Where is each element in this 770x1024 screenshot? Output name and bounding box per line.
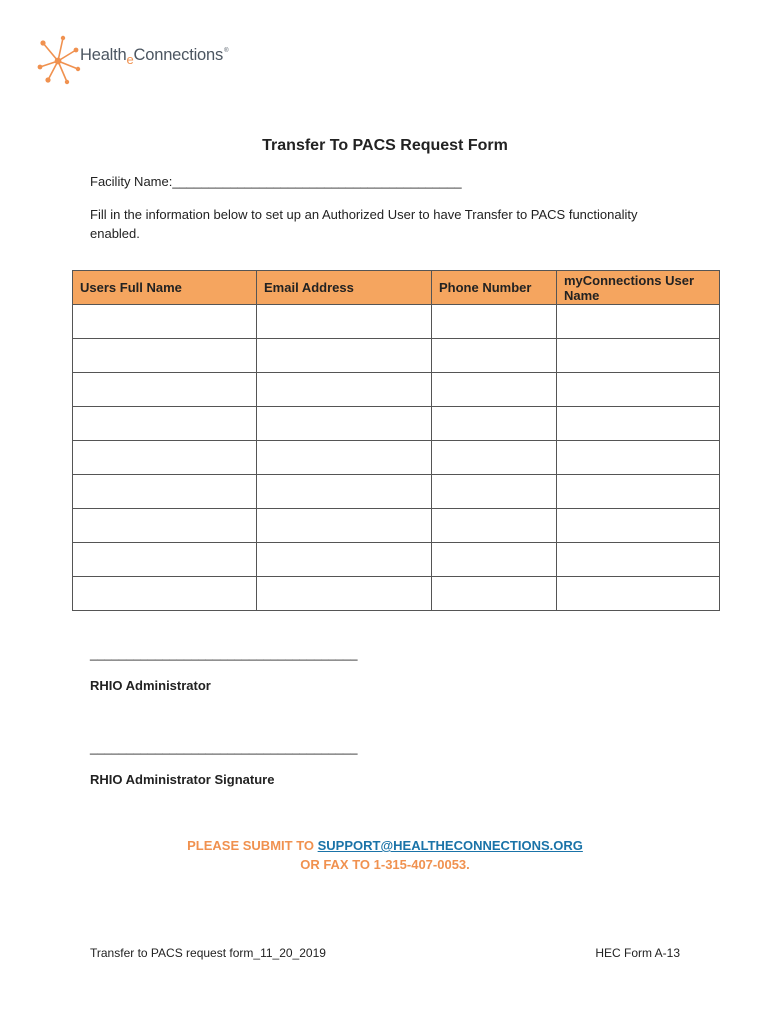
form-instructions: Fill in the information below to set up an Authorized User to have Transfer to PACS functionality enabled. xyxy=(90,207,638,241)
healtheconnections-logo xyxy=(36,34,229,86)
network-node-icon xyxy=(36,34,84,86)
email-cell[interactable] xyxy=(257,475,432,509)
phone-cell[interactable] xyxy=(432,441,557,475)
email-cell[interactable] xyxy=(257,407,432,441)
username-cell[interactable] xyxy=(557,543,720,577)
full-name-cell[interactable] xyxy=(73,509,257,543)
submit-prefix: PLEASE SUBMIT TO xyxy=(187,838,318,853)
footer-form-name: Transfer to PACS request form_11_20_2019 xyxy=(90,946,326,960)
column-header-full-name: Users Full Name xyxy=(73,271,257,305)
phone-cell[interactable] xyxy=(432,339,557,373)
table-row xyxy=(73,475,720,509)
logo-wordmark: Health$_e$Connections® xyxy=(80,46,229,67)
admin-signature-line[interactable]: _____________________________________ xyxy=(90,740,358,755)
full-name-cell[interactable] xyxy=(73,441,257,475)
form-title: Transfer To PACS Request Form xyxy=(262,137,508,154)
submit-instructions xyxy=(0,836,770,874)
phone-cell[interactable] xyxy=(432,543,557,577)
full-name-cell[interactable] xyxy=(73,577,257,611)
email-cell[interactable] xyxy=(257,305,432,339)
column-header-phone: Phone Number xyxy=(432,271,557,305)
phone-cell[interactable] xyxy=(432,475,557,509)
fax-instructions: OR FAX TO 1-315-407-0053. xyxy=(300,857,470,872)
full-name-cell[interactable] xyxy=(73,339,257,373)
full-name-cell[interactable] xyxy=(73,407,257,441)
username-cell[interactable] xyxy=(557,509,720,543)
email-cell[interactable] xyxy=(257,543,432,577)
email-cell[interactable] xyxy=(257,373,432,407)
table-row xyxy=(73,577,720,611)
admin-signature-label: RHIO Administrator Signature xyxy=(90,772,275,787)
phone-cell[interactable] xyxy=(432,577,557,611)
table-row xyxy=(73,305,720,339)
table-row xyxy=(73,373,720,407)
username-cell[interactable] xyxy=(557,441,720,475)
column-header-email: Email Address xyxy=(257,271,432,305)
phone-cell[interactable] xyxy=(432,373,557,407)
admin-label: RHIO Administrator xyxy=(90,678,211,693)
admin-name-line[interactable]: _____________________________________ xyxy=(90,646,358,661)
email-cell[interactable] xyxy=(257,441,432,475)
email-cell[interactable] xyxy=(257,339,432,373)
full-name-cell[interactable] xyxy=(73,475,257,509)
table-row xyxy=(73,339,720,373)
phone-cell[interactable] xyxy=(432,509,557,543)
full-name-cell[interactable] xyxy=(73,543,257,577)
username-cell[interactable] xyxy=(557,577,720,611)
username-cell[interactable] xyxy=(557,407,720,441)
username-cell[interactable] xyxy=(557,339,720,373)
footer-form-id: HEC Form A-13 xyxy=(595,946,680,960)
authorized-users-table xyxy=(72,270,720,611)
email-cell[interactable] xyxy=(257,577,432,611)
table-row xyxy=(73,441,720,475)
username-cell[interactable] xyxy=(557,305,720,339)
phone-cell[interactable] xyxy=(432,305,557,339)
table-header-row xyxy=(73,271,720,305)
username-cell[interactable] xyxy=(557,373,720,407)
full-name-cell[interactable] xyxy=(73,373,257,407)
table-row xyxy=(73,407,720,441)
table-row xyxy=(73,543,720,577)
column-header-username: myConnections User Name xyxy=(557,271,720,305)
table-row xyxy=(73,509,720,543)
email-cell[interactable] xyxy=(257,509,432,543)
support-email-link[interactable]: SUPPORT@HEALTHECONNECTIONS.ORG xyxy=(317,838,583,853)
phone-cell[interactable] xyxy=(432,407,557,441)
full-name-cell[interactable] xyxy=(73,305,257,339)
username-cell[interactable] xyxy=(557,475,720,509)
facility-name-field[interactable]: Facility Name:________________________________________ xyxy=(90,174,462,189)
